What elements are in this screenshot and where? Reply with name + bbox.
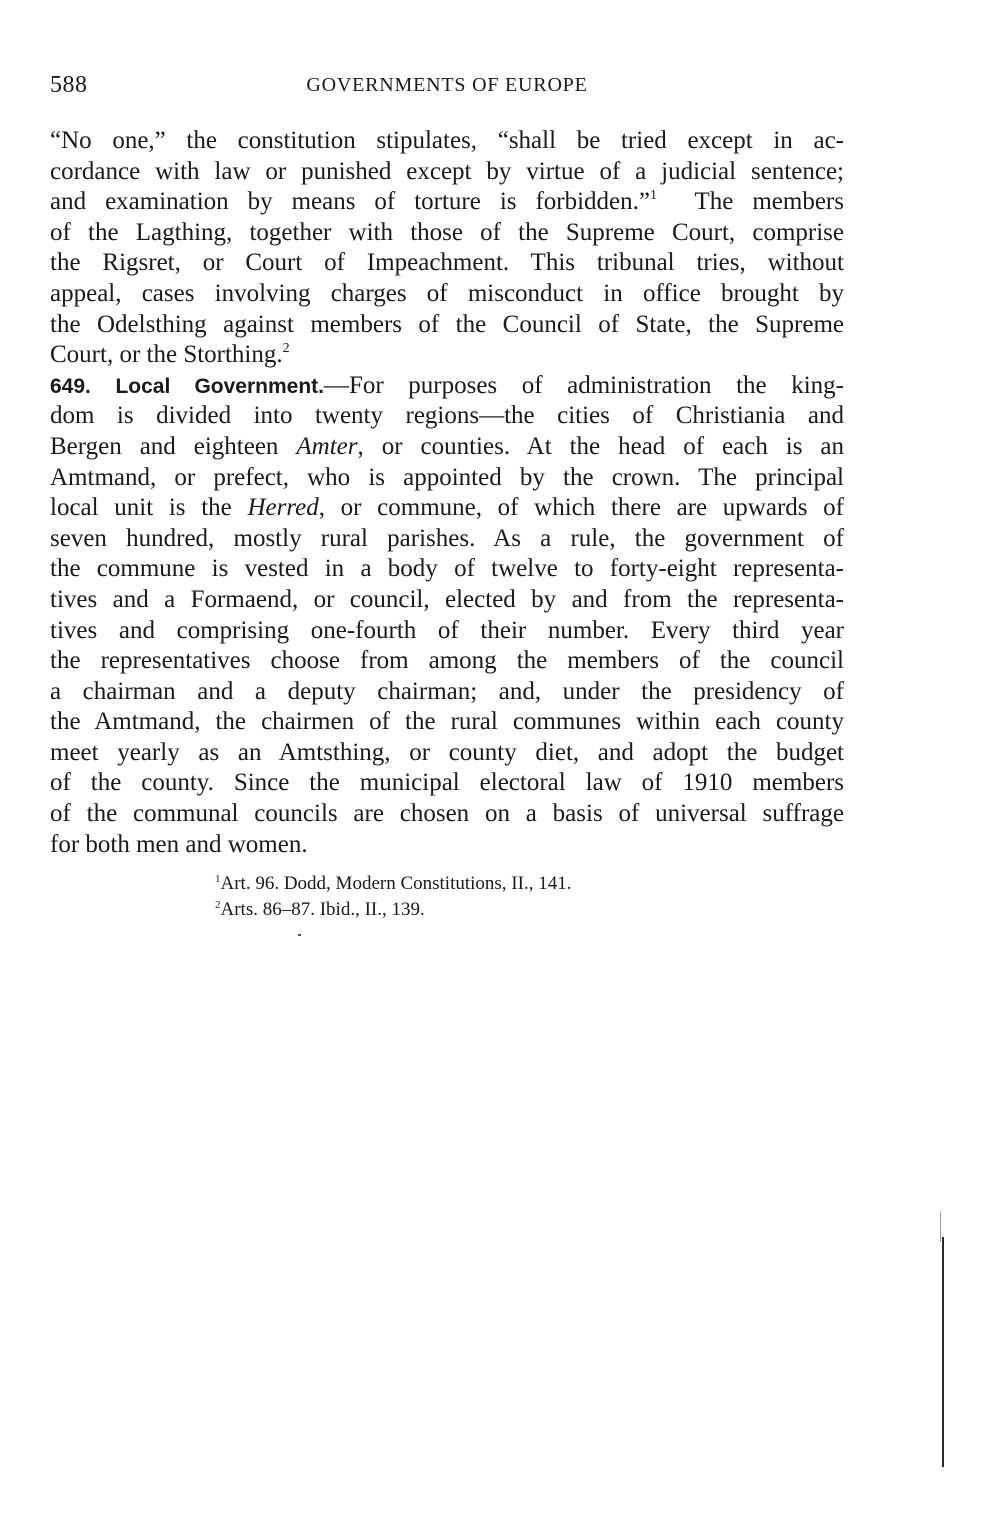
text-segment: Court, or the Storthing. (50, 341, 283, 369)
body-text (50, 126, 844, 860)
page-number: 588 (50, 72, 88, 98)
text-line: dom is divided into twenty regions—the cities of Christiania and (50, 402, 844, 430)
text-segment: local unit is the (50, 494, 232, 522)
text-line: of the county. Since the municipal electoral law of 1910 members (50, 769, 844, 797)
text-line (50, 340, 844, 371)
text-line: Amtmand, or prefect, who is appointed by the crown. The principal (50, 463, 844, 491)
section-title: Local Government. (115, 374, 324, 398)
print-speck (298, 934, 301, 936)
text-line: cordance with law or punished except by virtue of a judicial sentence; (50, 157, 844, 185)
footnotes (215, 871, 815, 923)
text-line: the Rigsret, or Court of Impeachment. This tribunal tries, without (50, 249, 844, 277)
footnote-text: Art. 96. Dodd, Modern Constitutions, II., 141. (220, 873, 572, 894)
text-line: the commune is vested in a body of twelve to forty-eight representa- (50, 555, 844, 583)
text-line: the representatives choose from among the members of the council (50, 647, 844, 675)
text-segment: The members (694, 188, 844, 216)
footnote-mark: 2 (215, 899, 221, 911)
scan-margin-line (942, 1237, 944, 1467)
text-line: meet yearly as an Amtsthing, or county diet, and adopt the budget (50, 738, 844, 766)
text-line: of the Lagthing, together with those of the Supreme Court, comprise (50, 218, 844, 246)
footnote-mark: 1 (215, 873, 221, 885)
text-line: tives and a Formaend, or council, elected by and from the representa- (50, 585, 844, 613)
running-title: GOVERNMENTS OF EUROPE (306, 74, 588, 96)
text-line: of the communal councils are chosen on a basis of universal suffrage (50, 800, 844, 828)
text-line: appeal, cases involving charges of misconduct in office brought by (50, 279, 844, 307)
text-line (50, 493, 844, 524)
footnote-ref-2: 2 (282, 341, 290, 357)
footnote-1 (215, 871, 815, 897)
italic-term-herred: Herred (247, 494, 319, 522)
text-segment: and examination by means of torture is forbidden.” (50, 188, 651, 216)
text-line: “No one,” the constitution stipulates, “shall be tried except in ac- (50, 127, 844, 154)
text-line: the Amtmand, the chairmen of the rural communes within each county (50, 708, 844, 736)
text-line: tives and comprising one-fourth of their number. Every third year (50, 616, 844, 644)
text-segment: Bergen and eighteen (50, 432, 279, 460)
running-head (50, 70, 844, 104)
text-line: a chairman and a deputy chairman; and, under the presidency of (50, 677, 844, 705)
footnote-ref-1: 1 (650, 188, 658, 204)
text-line: for both men and women. (50, 830, 308, 858)
text-segment: , or counties. At the head of each is an (357, 432, 844, 460)
text-line (50, 432, 844, 463)
text-line: the Odelsthing against members of the Council of State, the Supreme (50, 310, 844, 338)
section-number: 649. (50, 374, 91, 398)
text-segment: , or commune, of which there are upwards of (318, 494, 845, 522)
scan-margin-mark-faint (940, 1212, 941, 1242)
section-heading-line (50, 371, 844, 402)
text-segment: —For purposes of administration the king- (323, 371, 844, 399)
footnote-text: Arts. 86–87. Ibid., II., 139. (220, 899, 425, 920)
text-line: seven hundred, mostly rural parishes. As a rule, the government of (50, 524, 844, 552)
footnote-2 (215, 897, 815, 923)
text-line (50, 187, 844, 218)
italic-term-amter: Amter (296, 432, 358, 460)
